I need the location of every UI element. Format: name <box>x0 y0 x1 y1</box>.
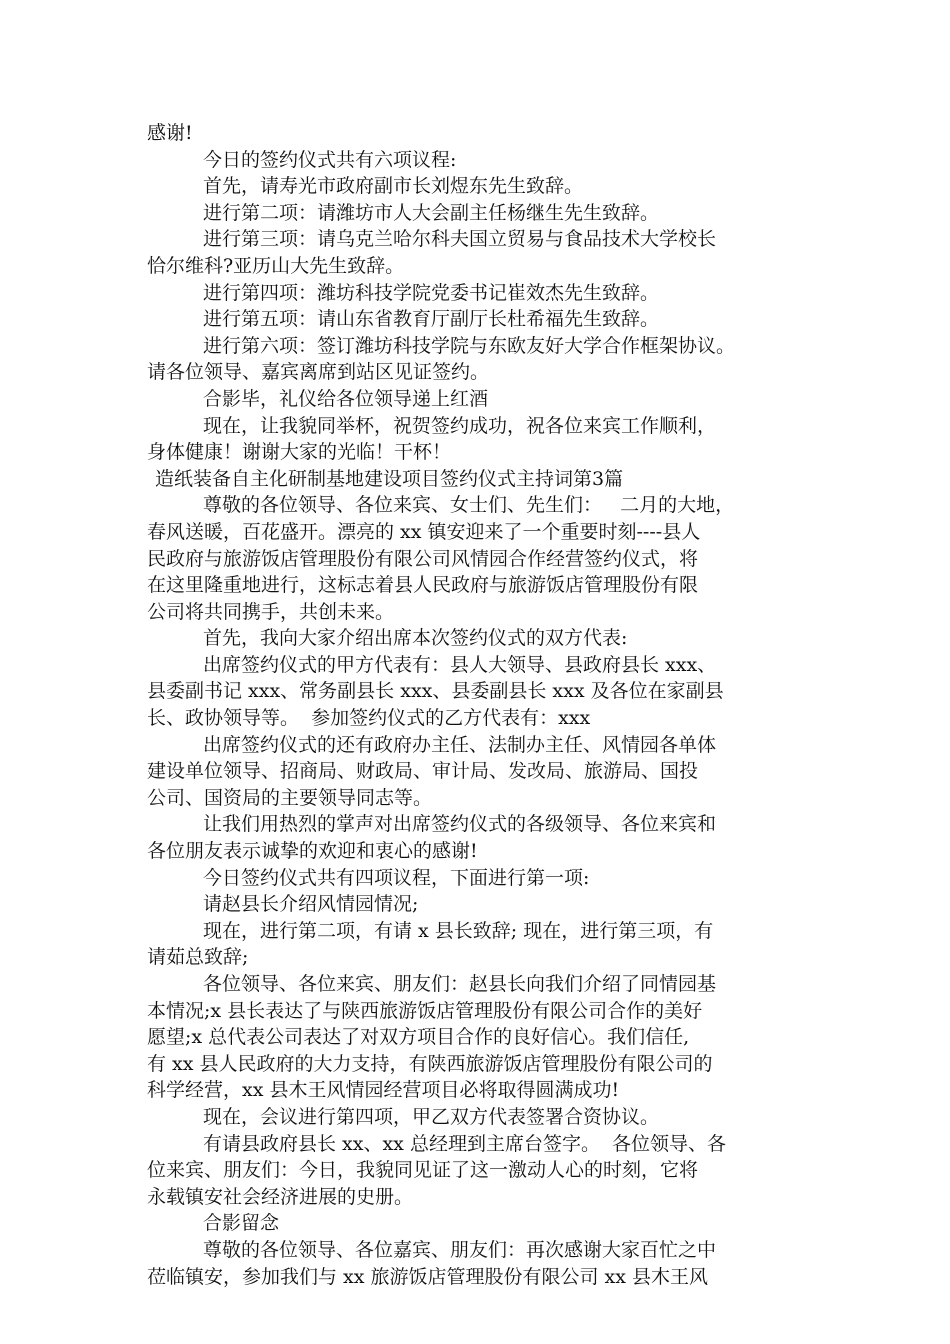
text-line: 现在，进行第二项，有请 x 县长致辞; 现在，进行第三项，有 <box>203 919 714 942</box>
text-line: 让我们用热烈的掌声对出席签约仪式的各级领导、各位来宾和 <box>203 813 717 836</box>
text-line: 各位领导、各位来宾、朋友们：赵县长向我们介绍了同情园基 <box>203 973 717 995</box>
text-line: 莅临镇安，参加我们与 xx 旅游饭店管理股份有限公司 xx 县木王风 <box>147 1265 709 1288</box>
text-line: 各位朋友表示诚挚的欢迎和衷心的感谢! <box>147 840 478 863</box>
text-line: 公司、国资局的主要领导同志等。 <box>147 786 433 809</box>
text-line: 尊敬的各位领导、各位嘉宾、朋友们：再次感谢大家百忙之中 <box>203 1238 717 1261</box>
text-line: 进行第六项：签订潍坊科技学院与东欧友好大学合作框架协议。 <box>203 334 736 357</box>
text-line: 恰尔维科?亚历山大先生致辞。 <box>147 254 405 277</box>
text-line: 今日签约仪式共有四项议程，下面进行第一项: <box>203 866 590 889</box>
document-body <box>147 120 817 1290</box>
text-line: 出席签约仪式的还有政府办主任、法制办主任、风情园各单体 <box>203 733 717 756</box>
text-line: 进行第五项：请山东省教育厅副厅长杜希福先生致辞。 <box>203 308 660 331</box>
text-line: 民政府与旅游饭店管理股份有限公司风情园合作经营签约仪式，将 <box>147 547 699 570</box>
text-line: 县委副书记 xxx、常务副县长 xxx、县委副县长 xxx 及各位在家副县 <box>147 680 724 703</box>
text-line: 有 xx 县人民政府的大力支持，有陕西旅游饭店管理股份有限公司的 <box>147 1052 713 1075</box>
text-line: 现在，让我貌同举杯，祝贺签约成功，祝各位来宾工作顺利， <box>203 414 717 437</box>
text-line: 建设单位领导、招商局、财政局、审计局、发改局、旅游局、国投 <box>147 760 699 783</box>
text-line: 位来宾、朋友们：今日，我貌同见证了这一激动人心的时刻，它将 <box>147 1159 699 1182</box>
text-line: 首先，请寿光市政府副市长刘煜东先生致辞。 <box>203 175 584 198</box>
text-line: 请赵县长介绍风情园情况; <box>203 893 419 916</box>
text-line: 在这里隆重地进行，这标志着县人民政府与旅游饭店管理股份有限 <box>147 574 699 597</box>
text-line: 现在，会议进行第四项，甲乙双方代表签署合资协议。 <box>203 1105 660 1128</box>
text-line: 请茹总致辞; <box>147 946 249 969</box>
text-line: 愿望;x 总代表公司表达了对双方项目合作的良好信心。我们信任, <box>147 1026 690 1049</box>
text-line: 今日的签约仪式共有六项议程: <box>203 148 457 171</box>
text-line: 感谢! <box>147 122 193 144</box>
text-line: 长、政协领导等。 参加签约仪式的乙方代表有：xxx <box>147 707 591 730</box>
text-line: 科学经营，xx 县木王风情园经营项目必将取得圆满成功! <box>147 1079 620 1102</box>
text-line: 进行第四项：潍坊科技学院党委书记崔效杰先生致辞。 <box>203 281 660 304</box>
text-line: 本情况;x 县长表达了与陕西旅游饭店管理股份有限公司合作的美好 <box>147 999 703 1022</box>
text-line: 进行第二项：请潍坊市人大会副主任杨继生先生致辞。 <box>203 201 660 224</box>
text-line: 有请县政府县长 xx、xx 总经理到主席台签字。 各位领导、各 <box>203 1132 727 1155</box>
text-line: 春风送暖，百花盛开。漂亮的 xx 镇安迎来了一个重要时刻----县人 <box>147 520 701 543</box>
text-line: 身体健康！谢谢大家的光临！干杯！ <box>147 441 452 464</box>
text-line: 尊敬的各位领导、各位来宾、女士们、先生们： 二月的大地， <box>203 494 735 517</box>
text-line: 进行第三项：请乌克兰哈尔科夫国立贸易与食品技术大学校长 <box>203 228 717 251</box>
section-heading: 造纸装备自主化研制基地建设项目签约仪式主持词第3篇 <box>155 467 624 490</box>
text-line: 请各位领导、嘉宾离席到站区见证签约。 <box>147 361 490 384</box>
text-line: 首先，我向大家介绍出席本次签约仪式的双方代表: <box>203 627 628 650</box>
text-line: 公司将共同携手，共创未来。 <box>147 600 395 623</box>
text-line: 合影留念 <box>203 1212 280 1235</box>
text-line: 合影毕，礼仪给各位领导递上红酒 <box>203 387 489 410</box>
text-line: 出席签约仪式的甲方代表有：县人大领导、县政府县长 xxx、 <box>203 653 717 676</box>
text-line: 永载镇安社会经济进展的史册。 <box>147 1185 414 1208</box>
